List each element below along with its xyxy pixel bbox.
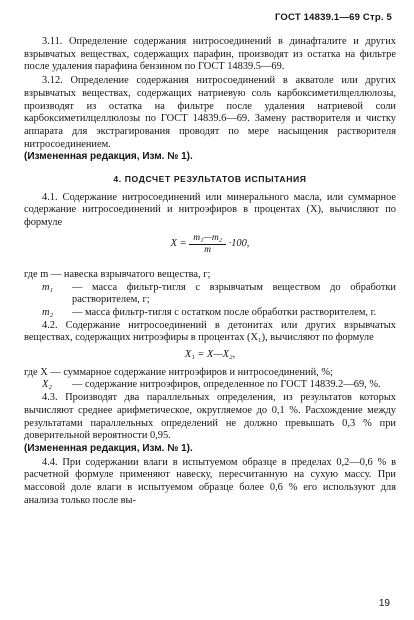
definition-m1 xyxy=(24,282,396,307)
symbol-x2: X₂ xyxy=(42,379,52,391)
paragraph-4-4: 4.4. При содержании влаги в испытуемом образце в пределах 0,2—0,6 % в расчетной формуле применяют навеску, пересчитанную на сухую массу. При массовой доле влаги в испытуемом образце более 0,6 % его используют для анализа только после вы- xyxy=(24,456,396,506)
symbol-m2: m₂ xyxy=(42,306,54,318)
paragraph-3-12: 3.12. Определение содержания нитросоединений в акватоле или других взрывчатых веществах, содержащих натриевую соль карбоксиметилцеллюлозы, производят из остатка на фильтре после удаления натриевой соли карбоксиметилцеллюлозы по ГОСТ 14839.6—69. Замену растворителя и чистку аппарата для экстрагирования проводят по мере насыщения растворителя нитросоединением. xyxy=(24,75,396,150)
formula-fraction xyxy=(189,233,226,256)
paragraph-4-2: 4.2. Содержание нитросоединений в детонитах или других взрывчатых веществах, содержащих нитроэфиры в процентах (X₁), вычисляют по формуле xyxy=(24,319,396,344)
definition-x2 xyxy=(24,379,396,392)
page-number: 19 xyxy=(378,598,390,609)
formula-rhs: ·100, xyxy=(228,237,250,249)
formula-lhs: X = xyxy=(170,237,187,249)
definition-x2-text: — содержание нитроэфиров, определенное по ГОСТ 14839.2—69, %. xyxy=(72,379,381,391)
definition-m2-text: — масса фильтр-тигля с остатком после обработки растворителем, г. xyxy=(72,306,377,318)
definition-x: где X — суммарное содержание нитроэфиров и нитросоединений, %; xyxy=(24,366,333,378)
paragraph-4-1: 4.1. Содержание нитросоединений или минерального масла, или суммарное содержание нитросоединений и нитроэфиров в процентах (X), вычисляют по формуле xyxy=(24,191,396,229)
definition-m2 xyxy=(24,307,396,320)
symbol-m1: m₁ xyxy=(42,281,54,293)
amendment-note: (Измененная редакция, Изм. № 1). xyxy=(24,151,193,163)
paragraph-4-3: 4.3. Производят два параллельных определения, из результатов которых вычисляют среднее арифметическое, округляемое до 0,1 %. Расхождение между результатами параллельных определений не должно превышать 0,3 % при доверительной вероятности 0,95. xyxy=(24,392,396,442)
formula-denominator: m xyxy=(204,244,212,255)
formula-x1: X₁ = X—X₂, xyxy=(184,349,236,361)
section-heading: 4. ПОДСЧЕТ РЕЗУЛЬТАТОВ ИСПЫТАНИЯ xyxy=(113,174,307,185)
page-content xyxy=(24,36,396,508)
formula-numerator: m₁—m₂ xyxy=(189,233,226,245)
definition-m1-text: — масса фильтр-тигля с взрывчатым веществом до обработки растворителем, г; xyxy=(72,281,396,306)
paragraph-3-11: 3.11. Определение содержания нитросоединений в динафталите и других взрывчатых веществах, содержащих парафин, производят из остатка на фильтре после удаления парафина бензином по ГОСТ 14839.5—69. xyxy=(24,36,396,73)
running-header: ГОСТ 14839.1—69 Стр. 5 xyxy=(274,12,392,23)
amendment-note-2: (Измененная редакция, Изм. № 1). xyxy=(24,442,193,454)
definition-m: где m — навеска взрывчатого вещества, г; xyxy=(24,268,211,280)
formula-x xyxy=(24,233,396,265)
